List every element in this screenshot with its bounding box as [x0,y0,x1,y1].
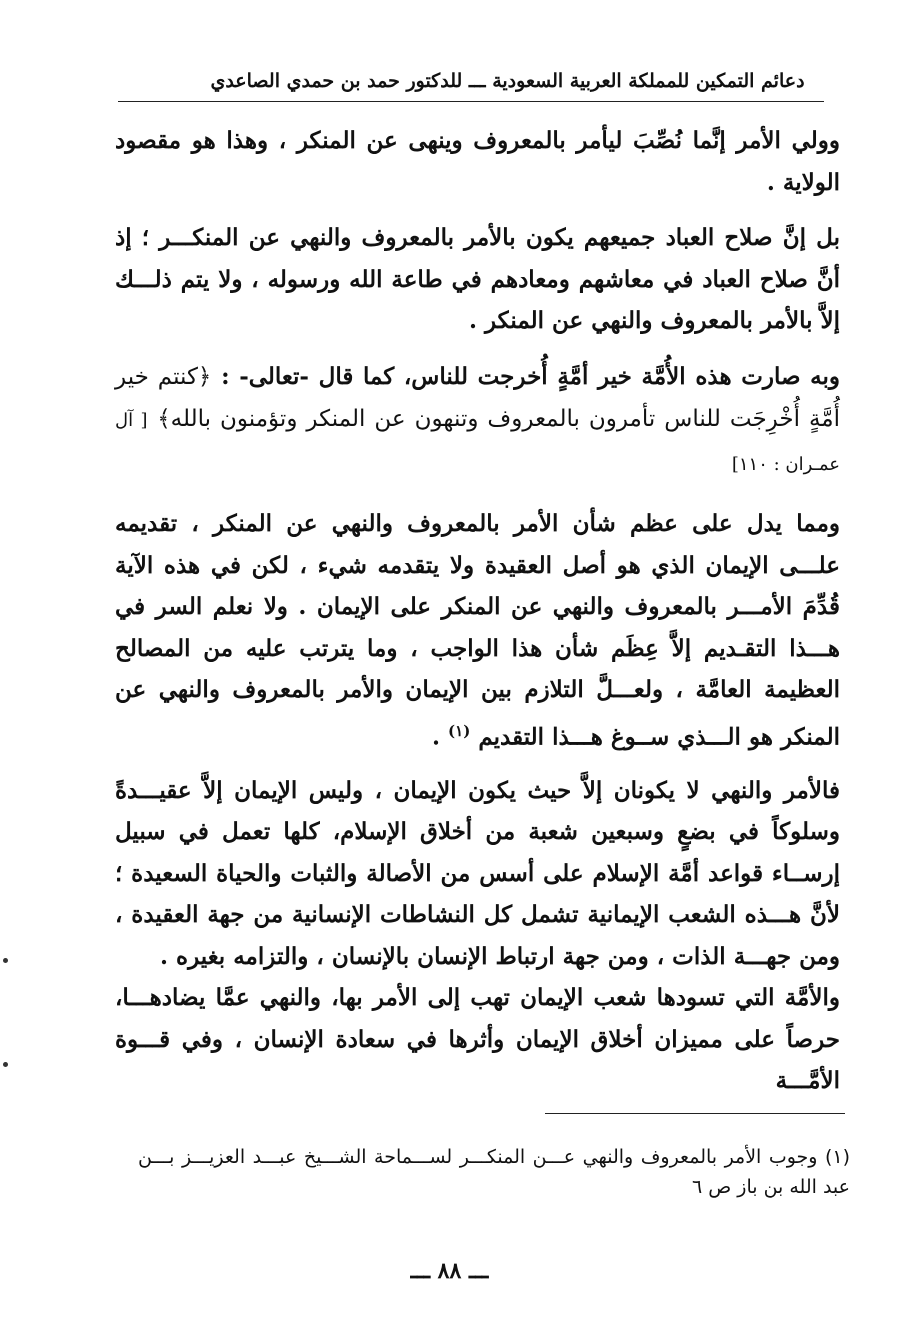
main-text [115,120,840,1102]
scan-speck [3,1062,8,1067]
quran-verse: ﴿كنتم خير أُمَّةٍ أُخْرِجَت للناس تأمرون بالمعروف وتنهون عن المنكر وتؤمنون بالله﴾ [115,363,840,432]
paragraph-4-end: . [432,723,449,751]
paragraph-1: وولي الأمر إنَّما نُصِّبَ ليأمر بالمعروف وينهى عن المنكر ، وهذا هو مقصود الولاية . [115,127,840,196]
running-header: دعائم التمكين للمملكة العربية السعودية ـــ للدكتور حمد بن حمدي الصاعدي [210,70,805,92]
paragraph-2: بل إنَّ صلاح العباد جميعهم يكون بالأمر بالمعروف والنهي عن المنكـــر ؛ إذ أنَّ صلاح العباد في معاشهم ومعادهم في طاعة الله ورسوله ، ولا يتم ذلـــك إلاَّ بالأمر بالمعروف والنهي عن المنكر . [115,224,840,334]
verse-reference: [ آل عمـران : ١١٠] [115,410,840,475]
header-divider [118,101,824,102]
paragraph-5: فالأمر والنهي لا يكونان إلاَّ حيث يكون الإيمان ، وليس الإيمان إلاَّ عقيـــدةً وسلوكاً في بضعٍ وسبعين شعبة من أخلاق الإسلام، كلها تعمل في سبيل إرســاء قواعد أمَّة الإسلام على أسس من الأصالة والثبات والحياة السعيدة ؛ لأنَّ هـــذه الشعب الإيمانية تشمل كل النشاطات الإنسانية من جهة العقيدة ، ومن جهـــة الذات ، ومن جهة ارتباط الإنسان بالإنسان ، والتزامه بغيره . [115,776,840,970]
page-number: ـــ ٨٨ ـــ [410,1258,489,1284]
footnote-divider [545,1113,845,1114]
footnote: (١) وجوب الأمر بالمعروف والنهي عـــن المنكـــر لســـماحة الشـــيخ عبـــد العزيـــز بـــن عبد الله بن باز ص ٦ [138,1146,850,1198]
paragraph-4-text: ومما يدل على عظم شأن الأمر بالمعروف والنهي عن المنكر ، تقديمه علـــى الإيمان الذي هو أصل العقيدة ولا يتقدمه شيء ، لكن في هذه الآية قُدِّمَ الأمـــر بالمعروف والنهي عن المنكر على الإيمان . ولا نعلم السر في هـــذا التقـديم إلاَّ عِظَم شأن هذا الواجب ، وما يترتب عليه من المصالح العظيمة العامَّة ، ولعـــلَّ التلازم بين الإيمان والأمر بالمعروف والنهي عن المنكر هو الـــذي ســوغ هـــذا التقديم [115,510,840,751]
paragraph-3-intro: وبه صارت هذه الأُمَّة خير أمَّةٍ أُخرجت للناس، كما قال -تعالى- : [211,362,840,390]
paragraph-4 [115,503,840,758]
paragraph-6: والأمَّة التي تسودها شعب الإيمان تهب إلى الأمر بها، والنهي عمَّا يضادهـــا، حرصاً على مميزان أخلاق الإيمان وأثرها في سعادة الإنسان ، وفي قـــوة الأمَّـــة [115,984,840,1095]
footnote-marker[interactable]: (١) [448,721,471,740]
scan-speck [3,958,8,963]
paragraph-3 [115,356,840,486]
